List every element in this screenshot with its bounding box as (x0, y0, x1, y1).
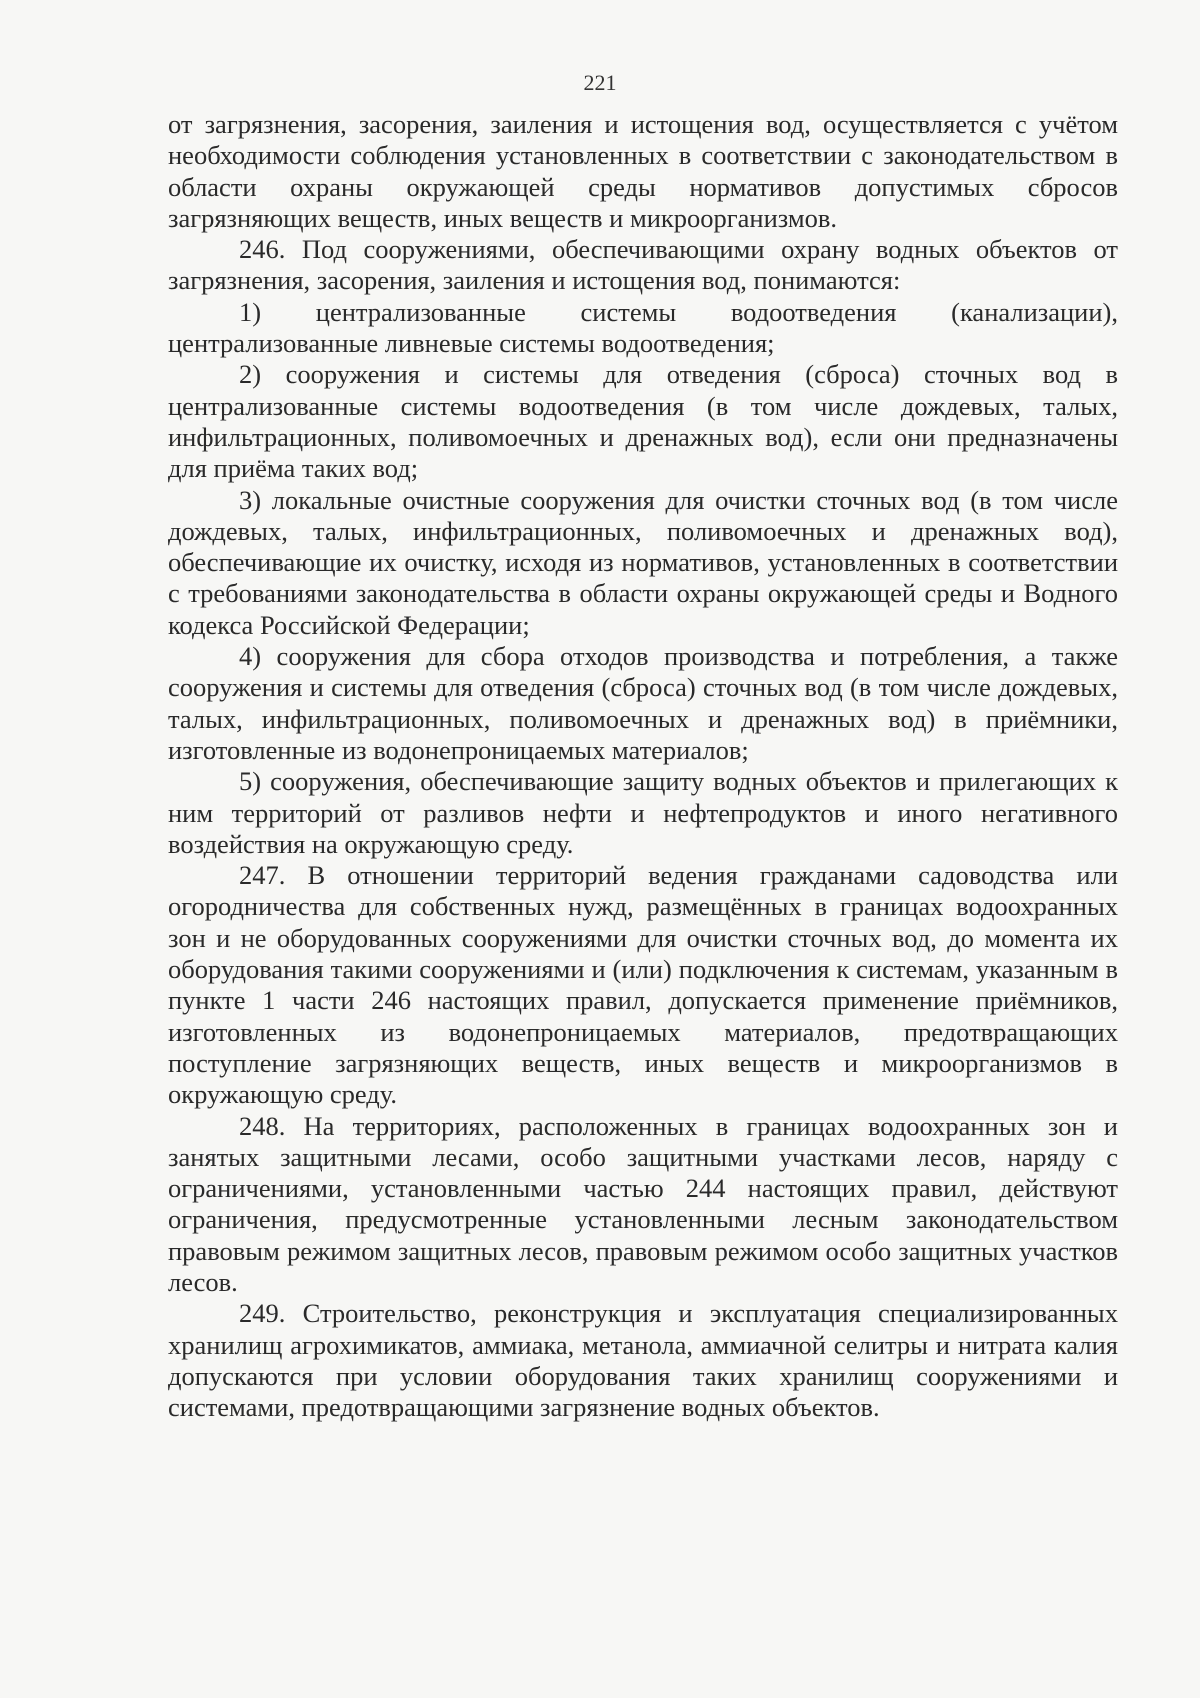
list-item-1: 1) централизованные системы водоотведения (канализации), централизованные ливневые системы водоотведения; (168, 296, 1118, 359)
list-item-3: 3) локальные очистные сооружения для очистки сточных вод (в том числе дождевых, талых, инфильтрационных, поливомоечных и дренажных вод), обеспечивающие их очистку, исходя из нормативов, установленных в соответствии с требованиями законодательства в области охраны окружающей среды и Водного кодекса Российской Федерации; (168, 484, 1118, 640)
paragraph-246: 246. Под сооружениями, обеспечивающими охрану водных объектов от загрязнения, засорения, заиления и истощения вод, понимаются: (168, 234, 1118, 296)
paragraph-247: 247. В отношении территорий ведения гражданами садоводства или огородничества для собственных нужд, размещённых в границах водоохранных зон и не оборудованных сооружениями для очистки сточных вод, до момента их оборудования такими сооружениями и (или) подключения к системам, указанным в пункте 1 части 246 настоящих правил, допускается применение приёмников, изготовленных из водонепроницаемых материалов, предотвращающих поступление загрязняющих веществ, иных веществ и микроорганизмов в окружающую среду. (168, 860, 1118, 1110)
page-number: 221 (583, 70, 617, 95)
document-body (168, 109, 1118, 1423)
list-item-2: 2) сооружения и системы для отведения (сброса) сточных вод в централизованные системы водоотведения (в том числе дождевых, талых, инфильтрационных, поливомоечных и дренажных вод), если они предназначены для приёма таких вод; (168, 359, 1118, 484)
list-item-4: 4) сооружения для сбора отходов производства и потребления, а также сооружения и системы для отведения (сброса) сточных вод (в том числе дождевых, талых, инфильтрационных, поливомоечных и дренажных вод) в приёмники, изготовленные из водонепроницаемых материалов; (168, 641, 1118, 765)
paragraph-249: 249. Строительство, реконструкция и эксплуатация специализированных хранилищ агрохимикатов, аммиака, метанола, аммиачной селитры и нитрата калия допускаются при условии оборудования таких хранилищ сооружениями и системами, предотвращающими загрязнение водных объектов. (168, 1298, 1118, 1423)
paragraph-continuation: от загрязнения, засорения, заиления и истощения вод, осуществляется с учётом необходимости соблюдения установленных в соответствии с законодательством в области охраны окружающей среды нормативов допустимых сбросов загрязняющих веществ, иных веществ и микроорганизмов. (168, 109, 1118, 233)
list-item-5: 5) сооружения, обеспечивающие защиту водных объектов и прилегающих к ним территорий от разливов нефти и нефтепродуктов и иного негативного воздействия на окружающую среду. (168, 766, 1118, 859)
paragraph-248: 248. На территориях, расположенных в границах водоохранных зон и занятых защитными лесами, особо защитными участками лесов, наряду с ограничениями, установленными частью 244 настоящих правил, действуют ограничения, предусмотренные установленными лесным законодательством правовым режимом защитных лесов, правовым режимом особо защитных участков лесов. (168, 1110, 1118, 1297)
